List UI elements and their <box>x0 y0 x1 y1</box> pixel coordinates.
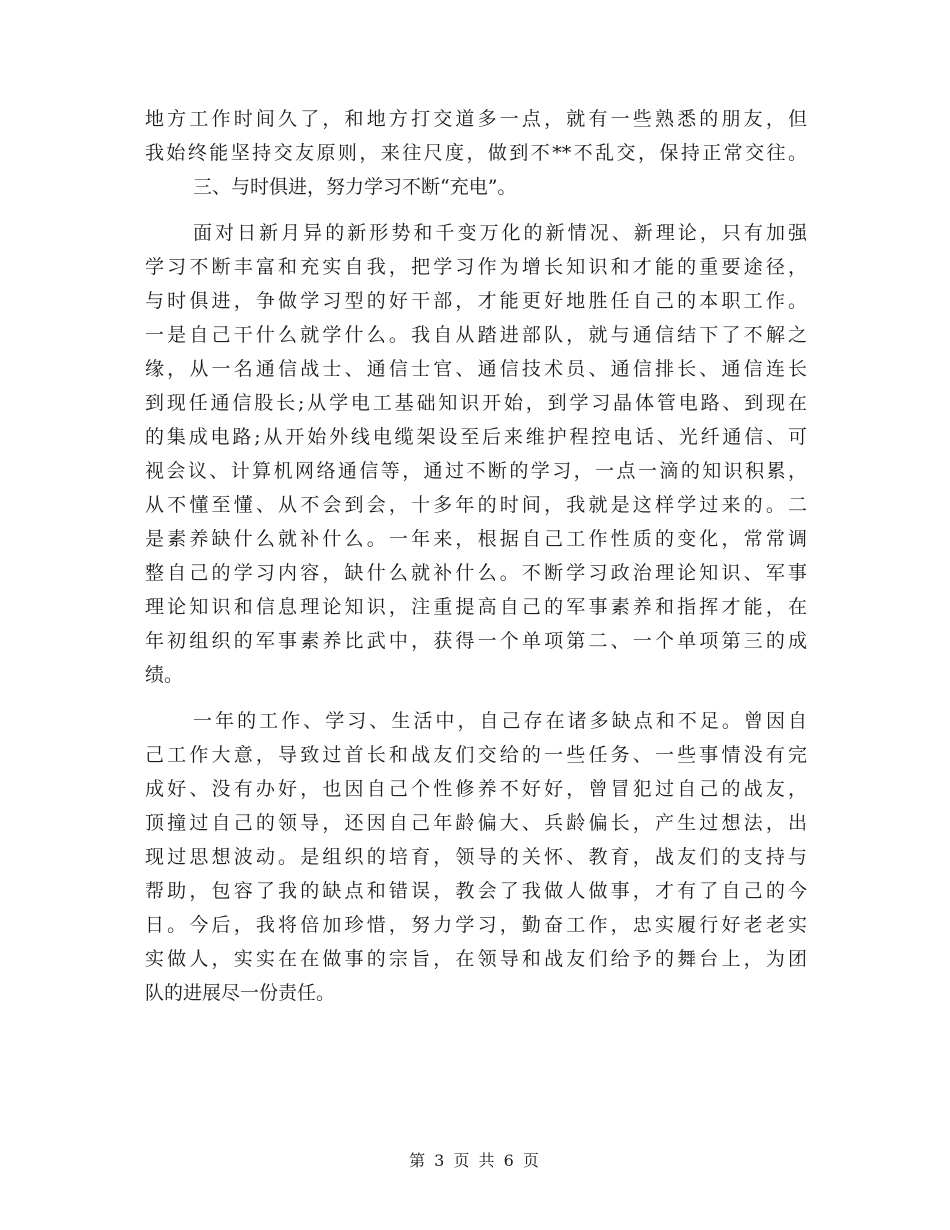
text-line: 学习不断丰富和充实自我，把学习作为增长知识和才能的重要途径， <box>145 256 807 278</box>
text-line: 面对日新月异的新形势和千变万化的新情况、新理论，只有加强 <box>193 222 807 244</box>
document-body <box>145 102 807 1010</box>
text-line: 理论知识和信息理论知识，注重提高自己的军事素养和指挥才能，在 <box>145 596 807 618</box>
text-line: 是素养缺什么就补什么。一年来，根据自己工作性质的变化，常常调 <box>145 528 807 550</box>
text-line: 日。今后，我将倍加珍惜，努力学习，勤奋工作，忠实履行好老老实 <box>145 914 807 936</box>
text-line: 一年的工作、学习、生活中，自己存在诸多缺点和不足。曾因自 <box>193 710 807 732</box>
page-number-footer: 第 3 页 共 6 页 <box>409 1151 541 1170</box>
text-line: 整自己的学习内容，缺什么就补什么。不断学习政治理论知识、军事 <box>145 562 807 584</box>
text-line: 队的进展尽一份责任。 <box>145 982 336 1004</box>
text-line: 缘，从一名通信战士、通信士官、通信技术员、通信排长、通信连长 <box>145 358 807 380</box>
text-line: 实做人，实实在在做事的宗旨，在领导和战友们给予的舞台上，为团 <box>145 948 807 970</box>
text-line: 己工作大意，导致过首长和战友们交给的一些任务、一些事情没有完 <box>145 744 807 766</box>
text-line: 顶撞过自己的领导，还因自己年龄偏大、兵龄偏长，产生过想法，出 <box>145 812 807 834</box>
text-line: 与时俱进，争做学习型的好干部，才能更好地胜任自己的本职工作。 <box>145 290 807 312</box>
text-line: 从不懂至懂、从不会到会，十多年的时间，我就是这样学过来的。二 <box>145 494 807 516</box>
text-line: 到现任通信股长;从学电工基础知识开始，到学习晶体管电路、到现在 <box>145 392 807 414</box>
paragraph-gap <box>145 692 807 704</box>
text-line: 视会议、计算机网络通信等，通过不断的学习，一点一滴的知识积累， <box>145 460 807 482</box>
text-line: 成好、没有办好，也因自己个性修养不好好，曾冒犯过自己的战友， <box>145 778 807 800</box>
text-line: 的集成电路;从开始外线电缆架设至后来维护程控电话、光纤通信、可 <box>145 426 807 448</box>
text-line: 我始终能坚持交友原则，来往尺度，做到不**不乱交，保持正常交往。 <box>145 142 807 164</box>
text-line: 帮助，包容了我的缺点和错误，教会了我做人做事，才有了自己的今 <box>145 880 807 902</box>
text-line: 地方工作时间久了，和地方打交道多一点，就有一些熟悉的朋友，但 <box>145 108 807 130</box>
paragraph-gap <box>145 204 807 216</box>
text-line: 年初组织的军事素养比武中，获得一个单项第二、一个单项第三的成 <box>145 630 807 652</box>
text-line: 绩。 <box>145 664 184 686</box>
section-heading: 三、与时俱进，努力学习不断“充电”。 <box>193 176 517 198</box>
text-line: 一是自己干什么就学什么。我自从踏进部队，就与通信结下了不解之 <box>145 324 807 346</box>
text-line: 现过思想波动。是组织的培育，领导的关怀、教育，战友们的支持与 <box>145 846 807 868</box>
